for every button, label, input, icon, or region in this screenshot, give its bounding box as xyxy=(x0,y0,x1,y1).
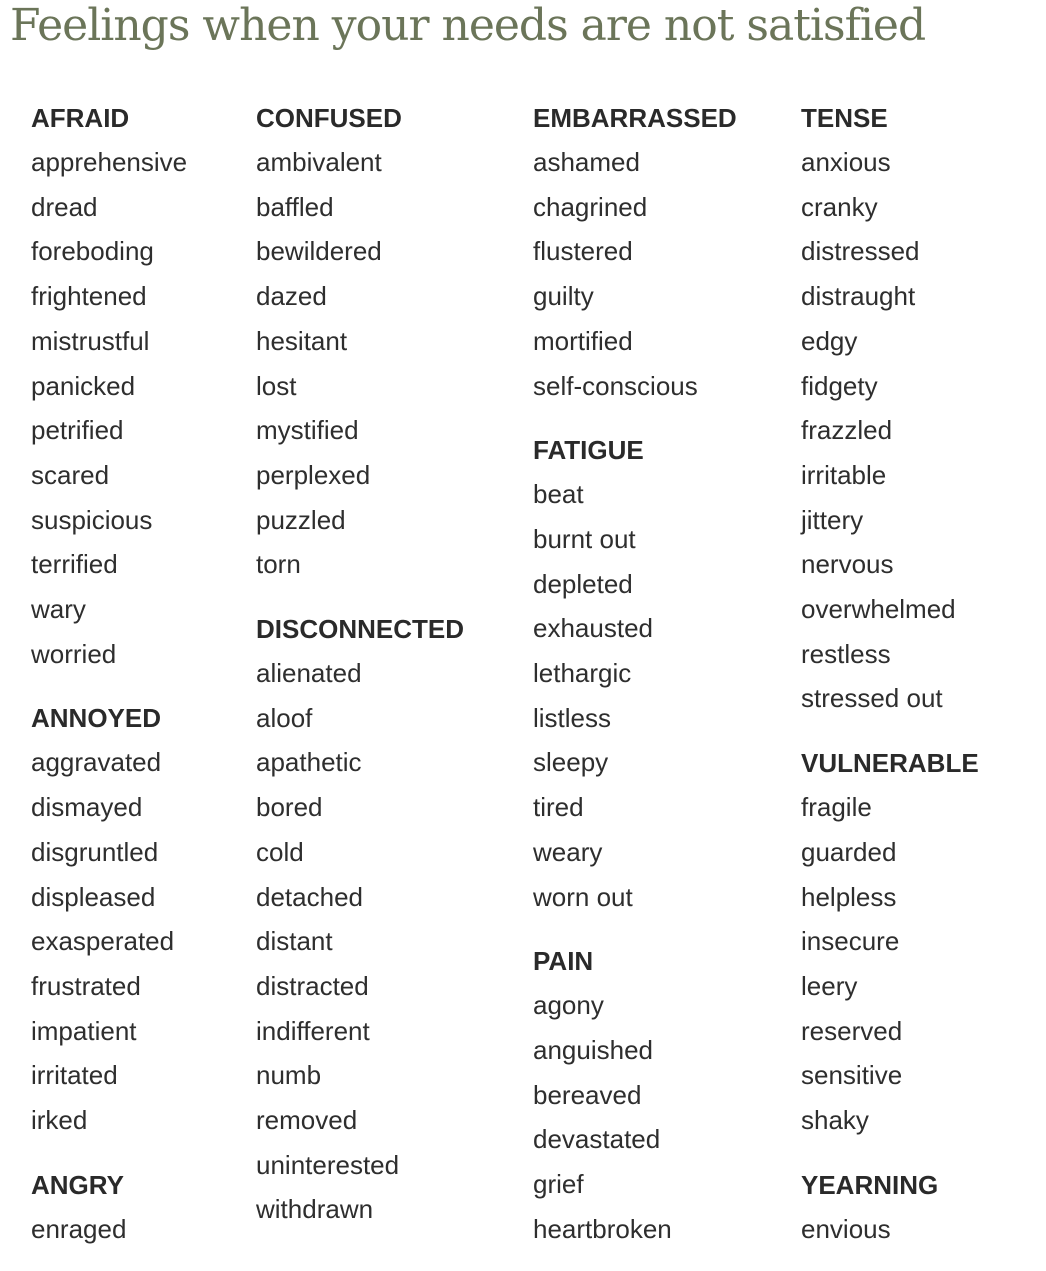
group-heading: TENSE xyxy=(801,103,888,133)
feeling-group-afraid xyxy=(31,96,187,676)
feeling-group-embarrassed xyxy=(533,96,737,408)
feeling-word: depleted xyxy=(533,568,633,599)
feeling-group-pain xyxy=(533,939,737,1251)
feeling-word: puzzled xyxy=(256,504,346,535)
feeling-word-list xyxy=(801,1207,979,1252)
feeling-word: frustrated xyxy=(31,970,141,1001)
feeling-word: fidgety xyxy=(801,370,878,401)
feeling-word: fragile xyxy=(801,792,872,823)
feeling-word: displeased xyxy=(31,881,156,912)
feeling-word: removed xyxy=(256,1105,358,1136)
feeling-word: lost xyxy=(256,370,297,401)
feeling-word: bored xyxy=(256,792,323,823)
feeling-word: devastated xyxy=(533,1124,661,1155)
feeling-word: scared xyxy=(31,459,110,490)
feeling-word: shaky xyxy=(801,1105,869,1136)
group-heading: DISCONNECTED xyxy=(256,614,465,645)
feeling-word: ashamed xyxy=(533,147,640,177)
group-heading: AFRAID xyxy=(31,103,130,133)
feeling-word: frazzled xyxy=(801,415,893,446)
feeling-word: apathetic xyxy=(256,747,362,778)
feeling-word: foreboding xyxy=(31,236,154,267)
feeling-word: distracted xyxy=(256,970,369,1001)
group-heading: PAIN xyxy=(533,946,594,977)
feeling-word: overwhelmed xyxy=(801,594,956,625)
feeling-word: aggravated xyxy=(31,747,162,778)
feeling-word: distressed xyxy=(801,236,920,267)
feeling-group-annoyed xyxy=(31,696,187,1142)
feeling-word: enraged xyxy=(31,1213,127,1244)
feeling-word: worried xyxy=(31,638,117,669)
feeling-word: ambivalent xyxy=(256,147,382,177)
feelings-column-1 xyxy=(31,96,187,1271)
feeling-word: withdrawn xyxy=(256,1194,374,1225)
feeling-word: sleepy xyxy=(533,747,609,778)
group-heading: EMBARRASSED xyxy=(533,103,737,133)
feeling-group-fatigue xyxy=(533,428,737,919)
feeling-word-list xyxy=(31,740,187,1142)
feeling-word: listless xyxy=(533,702,612,733)
feeling-word: heartbroken xyxy=(533,1213,672,1244)
feeling-word: torn xyxy=(256,549,301,580)
feeling-word: leery xyxy=(801,970,858,1001)
feeling-word: distraught xyxy=(801,281,916,312)
feeling-word: grief xyxy=(533,1169,584,1200)
feeling-word: indifferent xyxy=(256,1015,370,1046)
feeling-word: sensitive xyxy=(801,1060,903,1091)
feeling-word: flustered xyxy=(533,236,633,267)
feeling-word: insecure xyxy=(801,926,900,957)
feeling-word: aloof xyxy=(256,702,313,733)
feeling-word: bewildered xyxy=(256,236,382,267)
feeling-word: hesitant xyxy=(256,325,348,356)
feeling-word: suspicious xyxy=(31,504,153,535)
feeling-word: numb xyxy=(256,1060,322,1091)
feeling-word-list xyxy=(256,140,464,587)
feeling-group-disconnected xyxy=(256,607,464,1232)
feeling-word: detached xyxy=(256,881,363,912)
feeling-group-vulnerable xyxy=(801,741,979,1143)
feeling-word: irritable xyxy=(801,459,887,490)
feeling-word: cranky xyxy=(801,191,878,222)
feeling-word: mystified xyxy=(256,415,359,446)
feeling-word: nervous xyxy=(801,549,894,580)
feeling-group-confused xyxy=(256,96,464,587)
feeling-word: guarded xyxy=(801,836,897,867)
feeling-word: envious xyxy=(801,1213,891,1244)
group-heading: ANGRY xyxy=(31,1169,124,1200)
feeling-word-list xyxy=(533,983,737,1251)
feeling-group-tense xyxy=(801,96,979,721)
group-heading: YEARNING xyxy=(801,1169,939,1200)
feeling-word-list xyxy=(31,140,187,676)
feeling-group-yearning xyxy=(801,1163,979,1252)
feeling-word: agony xyxy=(533,990,604,1021)
feeling-word: baffled xyxy=(256,191,334,222)
page-title: Feelings when your needs are not satisfied xyxy=(10,0,926,51)
feeling-word: disgruntled xyxy=(31,836,159,867)
group-heading: CONFUSED xyxy=(256,103,402,133)
feelings-column-4 xyxy=(801,96,979,1271)
feeling-word: panicked xyxy=(31,370,136,401)
feeling-word: irritated xyxy=(31,1060,118,1091)
feeling-word: terrified xyxy=(31,549,118,580)
feeling-word: petrified xyxy=(31,415,124,446)
feeling-word: uninterested xyxy=(256,1149,400,1180)
feeling-word: stressed out xyxy=(801,683,943,714)
feeling-word: perplexed xyxy=(256,459,371,490)
feeling-word: dazed xyxy=(256,281,327,312)
feeling-word: exhausted xyxy=(533,613,653,644)
group-heading: VULNERABLE xyxy=(801,748,979,779)
feeling-word: self-conscious xyxy=(533,370,698,401)
feeling-word: anguished xyxy=(533,1034,653,1065)
feeling-word: mortified xyxy=(533,325,633,356)
feeling-word: distant xyxy=(256,926,333,957)
feelings-column-3 xyxy=(533,96,737,1271)
feeling-word: lethargic xyxy=(533,658,632,689)
feeling-word: worn out xyxy=(533,881,633,912)
feeling-word-list xyxy=(801,140,979,721)
feeling-word: beat xyxy=(533,479,584,510)
feeling-word: mistrustful xyxy=(31,325,150,356)
feeling-word: restless xyxy=(801,638,891,669)
feeling-word: alienated xyxy=(256,658,362,689)
feeling-word: helpless xyxy=(801,881,897,912)
feelings-column-2 xyxy=(256,96,464,1252)
feeling-word-list xyxy=(801,785,979,1143)
feeling-word: reserved xyxy=(801,1015,903,1046)
feeling-word: bereaved xyxy=(533,1079,642,1110)
feeling-word-list xyxy=(533,140,737,408)
feeling-word-list xyxy=(31,1207,187,1252)
feeling-word: chagrined xyxy=(533,191,648,222)
feeling-word: irked xyxy=(31,1105,88,1136)
feeling-word: frightened xyxy=(31,281,147,312)
feeling-word: cold xyxy=(256,836,304,867)
feeling-word: wary xyxy=(31,594,86,625)
feeling-word-list xyxy=(533,472,737,919)
feeling-word-list xyxy=(256,651,464,1232)
feeling-word: jittery xyxy=(801,504,864,535)
feeling-word: impatient xyxy=(31,1015,137,1046)
group-heading: FATIGUE xyxy=(533,435,644,466)
feeling-word: tired xyxy=(533,792,584,823)
feeling-word: exasperated xyxy=(31,926,175,957)
feeling-word: dismayed xyxy=(31,792,143,823)
feeling-word: guilty xyxy=(533,281,594,312)
feeling-word: burnt out xyxy=(533,523,636,554)
feeling-word: anxious xyxy=(801,147,891,177)
feeling-group-angry xyxy=(31,1163,187,1252)
feeling-word: dread xyxy=(31,191,98,222)
feeling-word: edgy xyxy=(801,325,858,356)
feeling-word: apprehensive xyxy=(31,147,188,177)
group-heading: ANNOYED xyxy=(31,703,162,734)
feeling-word: weary xyxy=(533,836,603,867)
